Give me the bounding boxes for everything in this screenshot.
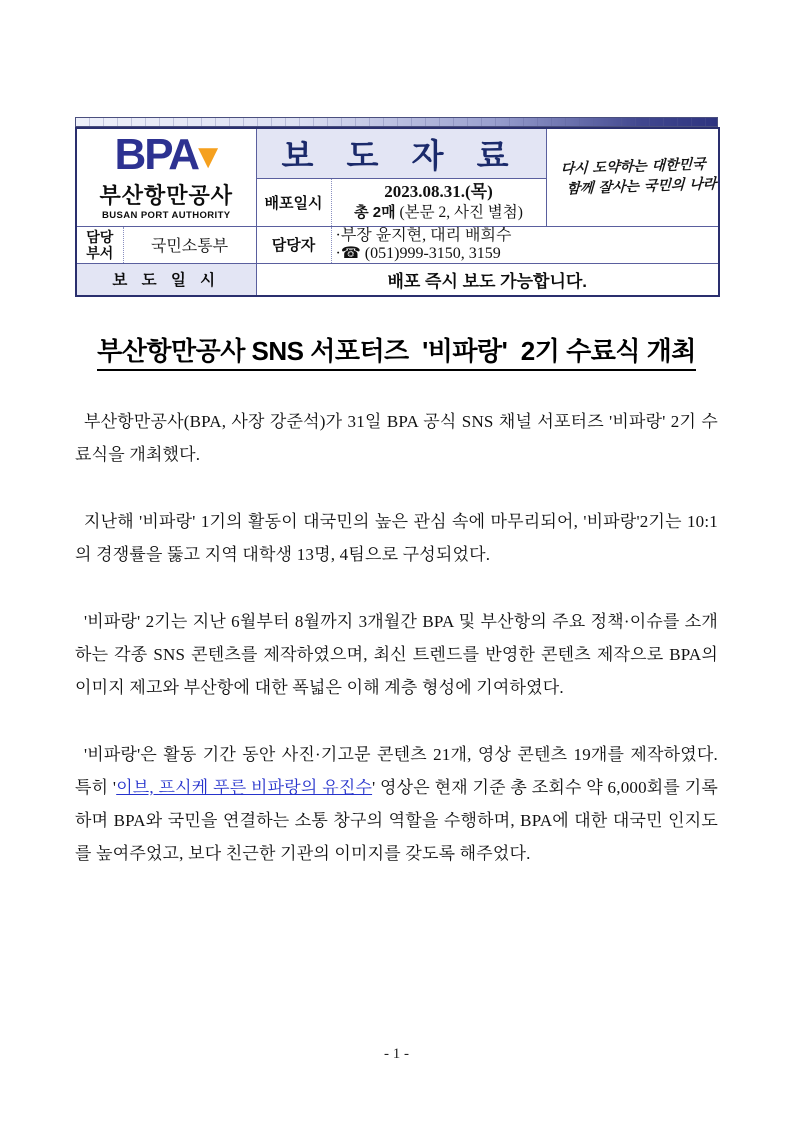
- government-slogan: [546, 154, 719, 200]
- release-pages-count: 총 2매: [354, 204, 396, 221]
- slogan-line2: 함께 잘사는 국민의 나라: [565, 176, 717, 198]
- release-date-label: 배포일시: [264, 194, 323, 212]
- slogan-cell: [546, 128, 719, 226]
- header-gradient-bar: [75, 117, 718, 127]
- department-label-line2: 부서: [86, 244, 114, 261]
- release-date-label-cell: [256, 178, 331, 226]
- contact-phone-line: [336, 245, 719, 263]
- page-number: - 1 -: [384, 1046, 409, 1062]
- body-paragraph-3: '비파랑' 2기는 지난 6월부터 8월까지 3개월간 BPA 및 부산항의 주요 정책·이슈를 소개하는 각종 SNS 콘텐츠를 제작하였으며, 최신 트렌드를 반영한 콘텐츠 제작으로 BPA의 이미지 제고와 부산항에 대한 폭넓은 이해 계층 형성에 기여하였다.: [75, 612, 718, 697]
- paragraph-4-after-link: ' 영상은 현재 기준 총 조회수 약 6,000회를 기록하며 BPA와 국민을 연결하는 소통 창구의 역할을 수행하며, BPA에 대한 대국민 인지도를 높여주었고, 보다 친근한 기관의 이미지를 갖도록 해주었다.: [75, 778, 718, 863]
- body-paragraph-4: [75, 738, 718, 870]
- slogan-line1: 다시 도약하는 대한민국: [559, 156, 706, 178]
- report-time-value: 배포 즉시 보도 가능합니다.: [387, 271, 588, 291]
- video-link[interactable]: 이브, 프시케 푸른 비파랑의 유진수: [116, 778, 373, 797]
- bpa-english-name: BUSAN PORT AUTHORITY: [102, 210, 231, 222]
- press-release-title: 부산항만공사 SNS 서포터즈 '비파랑' 2기 수료식 개최: [97, 336, 696, 371]
- press-header-table: [75, 127, 720, 297]
- department-name: 국민소통부: [150, 238, 229, 255]
- contact-line2-prefix: ·: [335, 244, 341, 262]
- release-date: 2023.08.31.(목): [384, 182, 493, 201]
- department-value-cell: [123, 226, 256, 263]
- contact-value-cell: [331, 226, 719, 263]
- bpa-korean-name: 부산항만공사: [99, 183, 234, 209]
- contact-label-cell: [256, 226, 331, 263]
- body-paragraph-1: 부산항만공사(BPA, 사장 강준석)가 31일 BPA 공식 SNS 채널 서포터즈 '비파랑' 2기 수료식을 개최했다.: [75, 412, 718, 464]
- doc-type-cell: [256, 128, 546, 178]
- paragraph-4-before-link: '비파랑'은 활동 기간 동안 사진·기고문 콘텐츠 21개, 영상 콘텐츠 19개를 제작하였다. 특히 ': [75, 745, 718, 797]
- contact-label: 담당자: [271, 237, 316, 254]
- report-time-label: 보 도 일 시: [112, 272, 221, 290]
- bpa-logo-cell: [76, 128, 256, 226]
- bpa-logo: [114, 130, 219, 180]
- body-paragraph-2: 지난해 '비파랑' 1기의 활동이 대국민의 높은 관심 속에 마무리되어, '비파랑'2기는 10:1의 경쟁률을 뚫고 지역 대학생 13명, 4팀으로 구성되었다.: [75, 512, 718, 564]
- department-label-cell: [76, 226, 123, 263]
- bpa-logo-text: BPA: [114, 130, 199, 180]
- bpa-triangle-icon: ▼: [198, 142, 219, 173]
- phone-icon: ☎: [340, 244, 361, 262]
- doc-type-title: 보 도 자 료: [281, 136, 521, 174]
- report-time-value-cell: [256, 263, 719, 296]
- title-block: [0, 331, 793, 368]
- department-label-line1: 담당: [86, 228, 114, 245]
- contact-phone-numbers: (051)999-3150, 3159: [360, 244, 501, 262]
- press-release-body: [75, 405, 718, 904]
- release-pages: [332, 203, 546, 223]
- release-date-value-cell: [331, 178, 546, 226]
- report-time-label-cell: [76, 263, 256, 296]
- contact-names: ·부장 윤지현, 대리 배희수: [335, 226, 512, 244]
- release-pages-detail: (본문 2, 사진 별첨): [395, 204, 523, 221]
